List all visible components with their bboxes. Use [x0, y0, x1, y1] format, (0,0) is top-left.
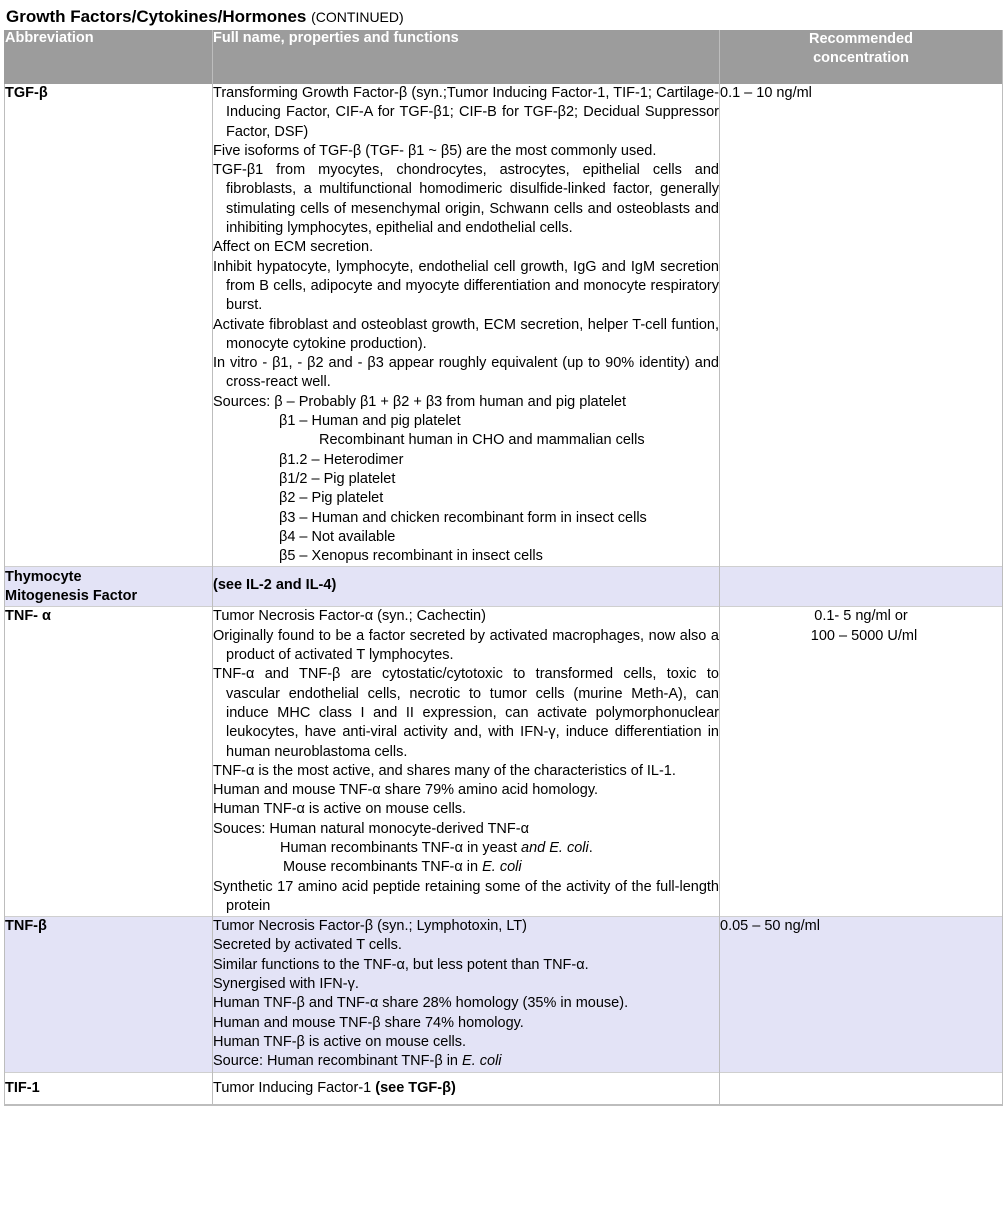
desc-tnf-beta: [213, 917, 720, 1072]
abbr-thymocyte-line2: Mitogenesis Factor: [5, 588, 138, 605]
tnf-beta-para-6: Human and mouse TNF-β share 74% homology.: [213, 1014, 524, 1031]
tnf-alpha-source-mouse-a: Mouse recombinants TNF-α in: [283, 859, 483, 876]
desc-tif-1: [213, 1072, 720, 1105]
tnf-alpha-para-4: TNF-α is the most active, and shares many of the characteristics of IL-1.: [213, 762, 676, 779]
tgf-beta-source-b1: β1 – Human and pig platelet: [279, 413, 461, 430]
header-abbreviation: Abbreviation: [5, 30, 213, 84]
tnf-alpha-para-3: TNF-α and TNF-β are cytostatic/cytotoxic to transformed cells, toxic to vascular endothelial cells, necrotic to tumor cells (murine Meth-A), can induce MHC class I and II expression, can activate polymorphonuclear leukocytes, have anti-viral activity and, with IFN-γ, induce differentiation in human neuroblastoma cells.: [213, 666, 719, 760]
conc-tnf-beta: 0.05 – 50 ng/ml: [720, 917, 1003, 1072]
header-concentration-line2: concentration: [813, 50, 909, 66]
tnf-alpha-para-5: Human and mouse TNF-α share 79% amino acid homology.: [213, 782, 599, 799]
tnf-alpha-source-yeast-a: Human recombinants TNF-α in yeast: [280, 839, 522, 856]
title-suffix: (CONTINUED): [311, 9, 404, 25]
tgf-beta-source-b3: β3 – Human and chicken recombinant form in insect cells: [279, 509, 647, 526]
conc-tnf-alpha-line1: 0.1- 5 ng/ml or: [814, 608, 908, 625]
tgf-beta-para-5: Inhibit hypatocyte, lymphocyte, endothelial cell growth, IgG and IgM secretion from B cells, adipocyte and myocyte differentiation and monocyte respiratory burst.: [213, 258, 719, 314]
tnf-beta-source-b: E. coli: [462, 1053, 502, 1070]
tnf-alpha-source-yeast-c: .: [588, 839, 593, 856]
table-header-row: [5, 30, 1003, 84]
table-row-thymocyte: [5, 567, 1003, 607]
tgf-beta-source-b4: β4 – Not available: [279, 528, 396, 545]
header-concentration-line1: Recommended: [809, 31, 913, 47]
table-row-tnf-beta: [5, 917, 1003, 1072]
table-row-tgf-beta: [5, 84, 1003, 567]
tgf-beta-source-b12: β1.2 – Heterodimer: [279, 451, 404, 468]
desc-tgf-beta: [213, 84, 720, 567]
tnf-beta-para-4: Synergised with IFN-γ.: [213, 976, 359, 993]
tnf-alpha-source-yeast: [213, 839, 719, 858]
conc-thymocyte: [720, 567, 1003, 607]
tnf-beta-para-1: Tumor Necrosis Factor-β (syn.; Lymphotoxin, LT): [213, 918, 527, 935]
conc-tnf-alpha-line2: 100 – 5000 U/ml: [810, 627, 918, 644]
conc-tif-1: [720, 1072, 1003, 1105]
desc-tif-1-a: Tumor Inducing Factor-1: [213, 1079, 376, 1096]
tnf-alpha-source-mouse: [213, 858, 719, 877]
tnf-alpha-sources: Souces: Human natural monocyte-derived TNF-α: [213, 820, 529, 837]
tnf-beta-source-a: Source: Human recombinant TNF-β in: [213, 1053, 463, 1070]
conc-tgf-beta: 0.1 – 10 ng/ml: [720, 84, 1003, 567]
desc-tnf-alpha: [213, 607, 720, 917]
tgf-beta-para-2: Five isoforms of TGF-β (TGF- β1 ~ β5) are the most commonly used.: [213, 142, 657, 159]
tgf-beta-source-b2: β2 – Pig platelet: [279, 490, 384, 507]
tnf-alpha-synthetic: Synthetic 17 amino acid peptide retaining some of the activity of the full-length protein: [213, 878, 719, 914]
tnf-alpha-para-6: Human TNF-α is active on mouse cells.: [213, 801, 467, 818]
tnf-alpha-source-mouse-b: E. coli: [482, 859, 522, 876]
header-concentration: [720, 30, 1003, 84]
title-text: Growth Factors/Cytokines/Hormones: [6, 7, 307, 26]
conc-tnf-alpha: [720, 607, 1003, 917]
tnf-beta-para-3: Similar functions to the TNF-α, but less potent than TNF-α.: [213, 956, 589, 973]
desc-tif-1-b: (see TGF-β): [375, 1079, 456, 1096]
tnf-alpha-para-1: Tumor Necrosis Factor-α (syn.; Cachectin): [213, 608, 486, 625]
tnf-alpha-para-2: Originally found to be a factor secreted by activated macrophages, now also a product of activated T lymphocytes.: [213, 627, 719, 664]
tgf-beta-source-b1-sub: Recombinant human in CHO and mammalian cells: [319, 432, 645, 449]
abbr-tif-1: TIF-1: [5, 1072, 213, 1105]
abbr-thymocyte-line1: Thymocyte: [5, 569, 82, 586]
tnf-alpha-source-yeast-b: and E. coli: [521, 839, 589, 856]
cytokine-table: [4, 30, 1003, 1106]
tgf-beta-source-b5: β5 – Xenopus recombinant in insect cells: [279, 548, 543, 565]
tnf-beta-source: [213, 1052, 719, 1071]
tnf-beta-para-5: Human TNF-β and TNF-α share 28% homology (35% in mouse).: [213, 995, 629, 1012]
header-full-name: Full name, properties and functions: [213, 30, 720, 84]
abbr-tgf-beta: TGF-β: [5, 84, 213, 567]
abbr-tnf-beta: TNF-β: [5, 917, 213, 1072]
tgf-beta-para-4: Affect on ECM secretion.: [213, 239, 374, 256]
tgf-beta-para-6: Activate fibroblast and osteoblast growth, ECM secretion, helper T-cell funtion, monocyte cytokine production).: [213, 316, 719, 352]
tgf-beta-source-b1-2: β1/2 – Pig platelet: [279, 470, 396, 487]
tnf-beta-para-7: Human TNF-β is active on mouse cells.: [213, 1033, 467, 1050]
desc-thymocyte: (see IL-2 and IL-4): [213, 567, 720, 607]
tgf-beta-para-1: Transforming Growth Factor-β (syn.;Tumor Inducing Factor-1, TIF-1; Cartilage-Inducing Factor, CIF-A for TGF-β1; CIF-B for TGF-β2; Decidual Suppressor Factor, DSF): [213, 85, 719, 140]
tgf-beta-para-3: TGF-β1 from myocytes, chondrocytes, astrocytes, epithelial cells and fibroblasts, a multifunctional homodimeric disulfide-linked factor, generally stimulating cells of mesenchymal origin, Schwann cells and osteoblasts and inhibiting lymphocytes, epithelial and endothelial cells.: [213, 162, 719, 237]
abbr-thymocyte: [5, 567, 213, 607]
tgf-beta-sources: Sources: β – Probably β1 + β2 + β3 from human and pig platelet: [213, 393, 627, 410]
abbr-tnf-alpha: TNF- α: [5, 607, 213, 917]
tnf-beta-para-2: Secreted by activated T cells.: [213, 937, 402, 954]
page-title: [6, 7, 404, 27]
table-row-tif-1: [5, 1072, 1003, 1105]
tgf-beta-para-7: In vitro - β1, - β2 and - β3 appear roughly equivalent (up to 90% identity) and cross-react well.: [213, 355, 719, 391]
table-row-tnf-alpha: [5, 607, 1003, 917]
